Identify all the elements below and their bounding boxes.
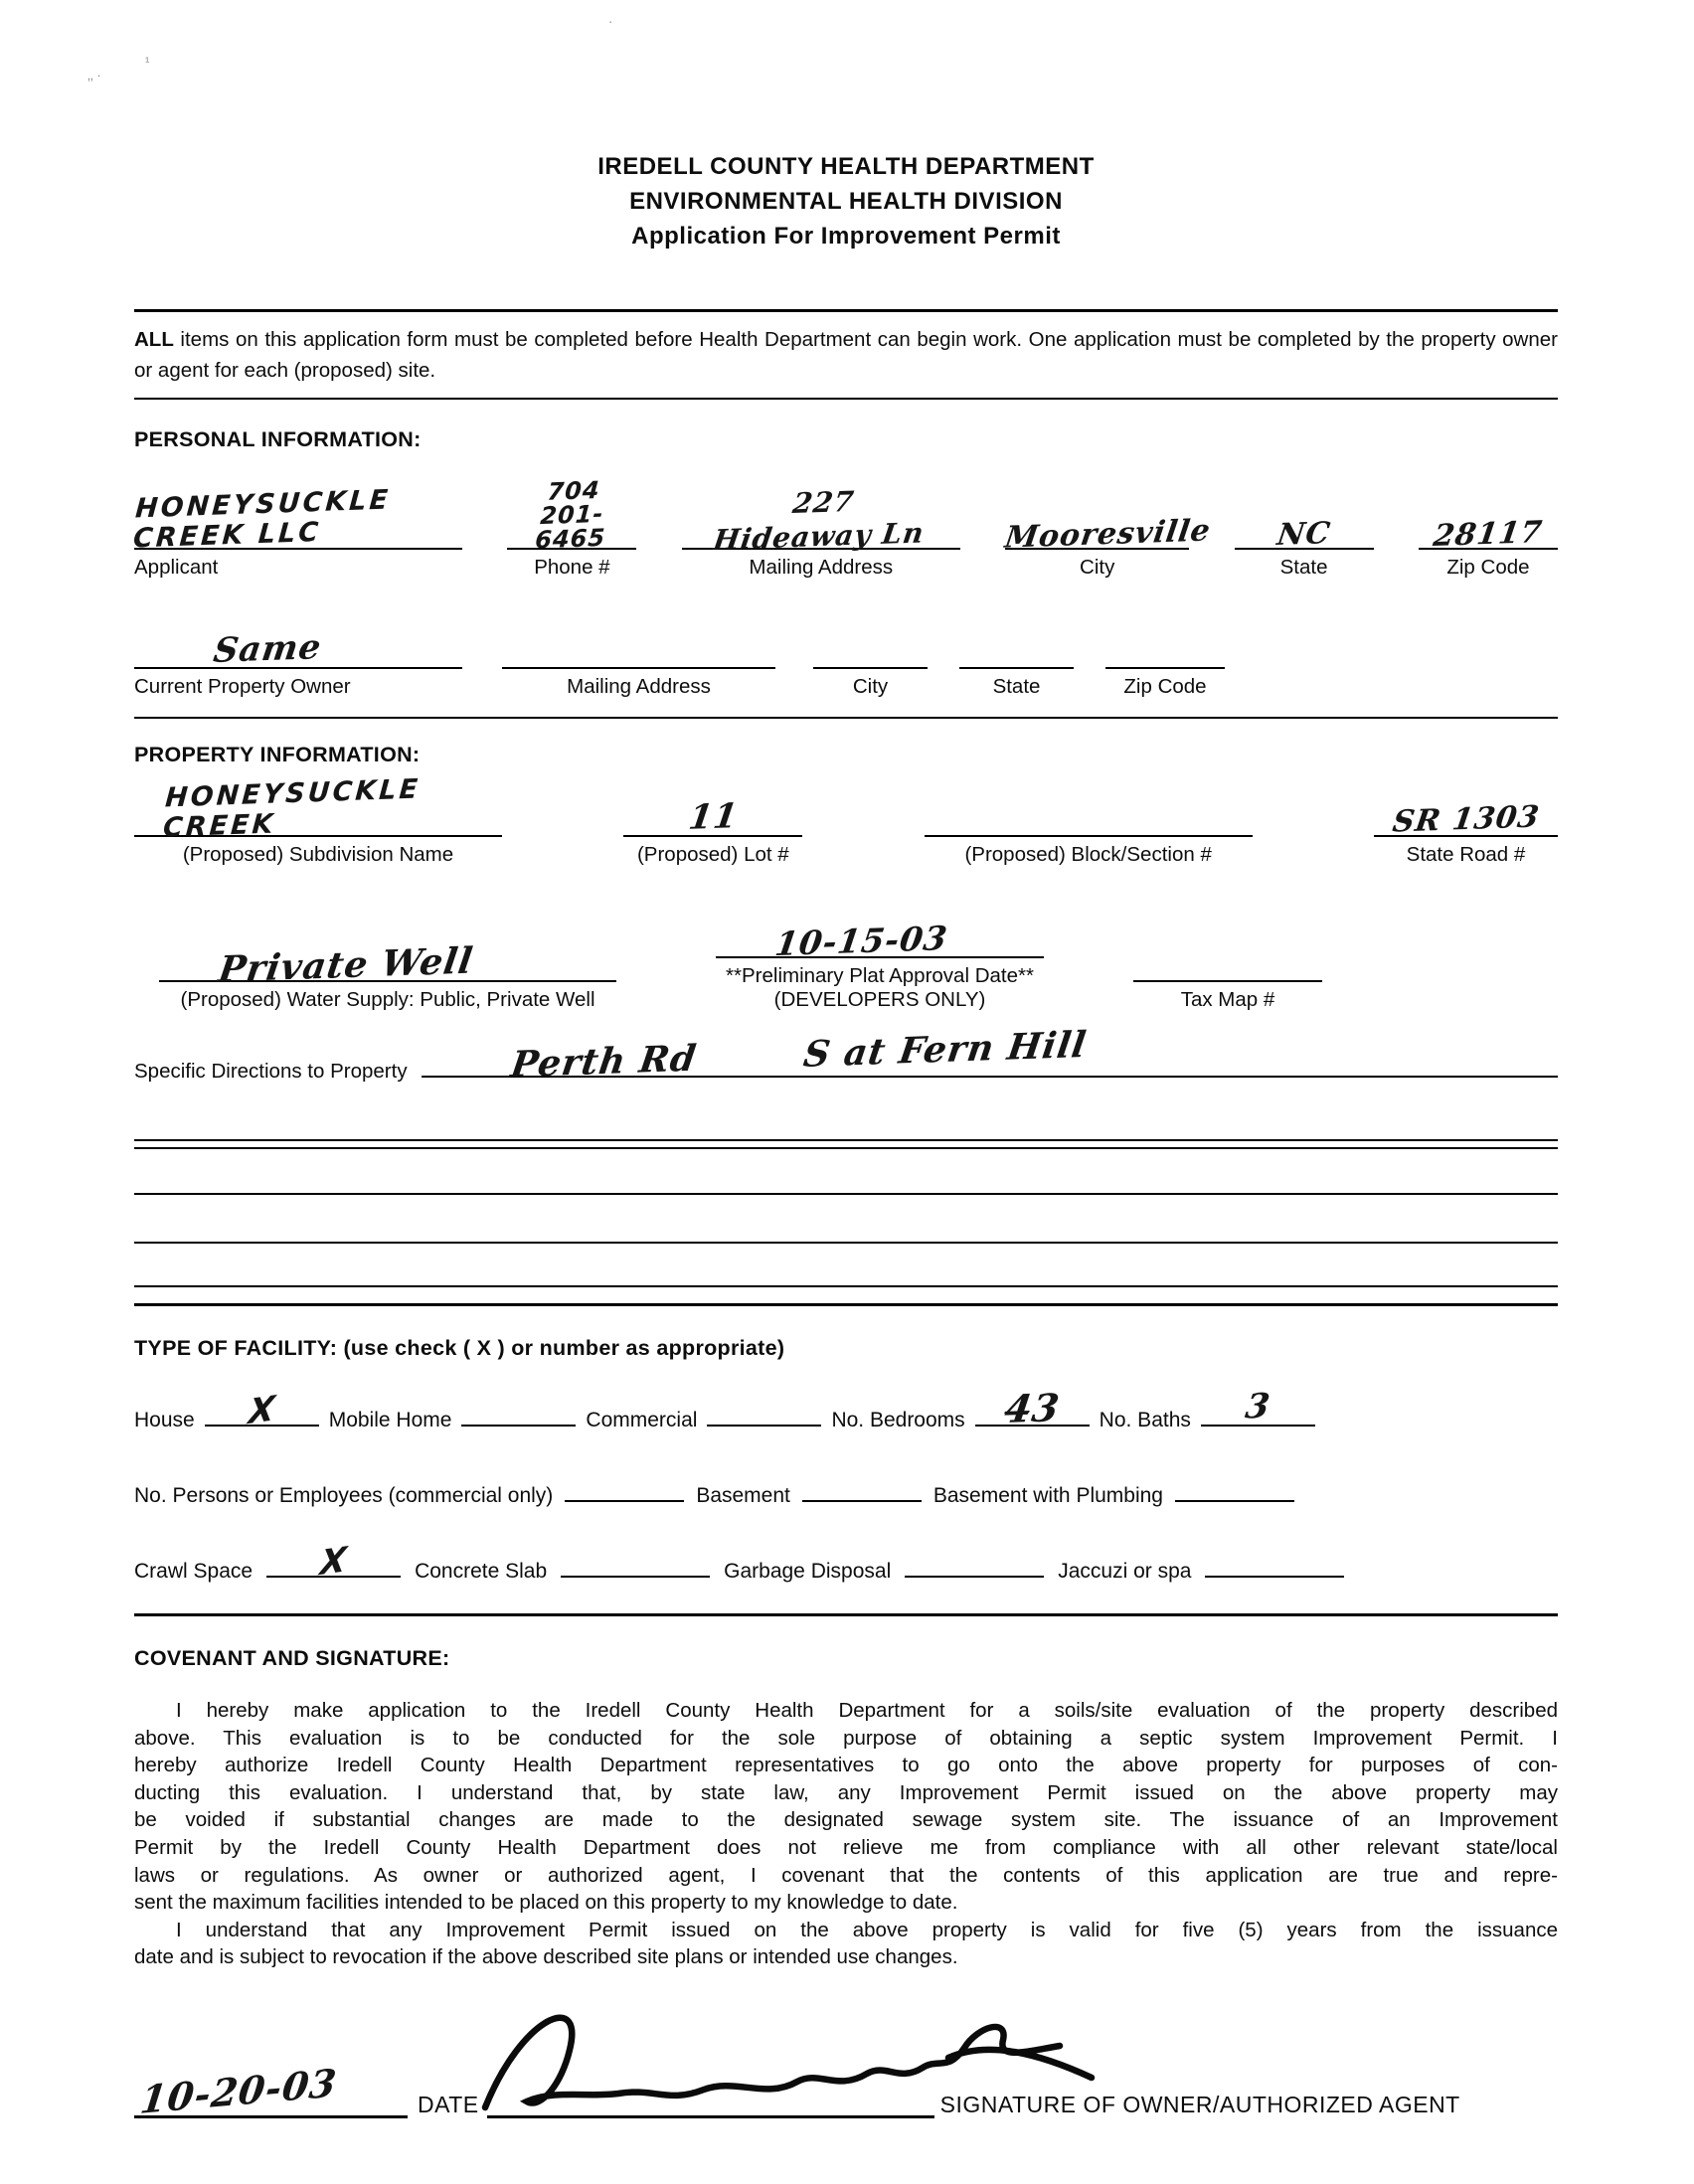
property-info-row — [134, 767, 1558, 867]
covenant-line: I hereby make application to the Iredell County Health Department for a soils/site evaluation of the property described — [176, 1699, 1558, 1722]
covenant-line: sent the maximum facilities intended to be placed on this property to my knowledge to date. — [134, 1891, 958, 1915]
house-check-handwriting: X — [247, 1388, 277, 1433]
owner-label: Current Property Owner — [134, 675, 351, 698]
state-road-handwriting: SR 1303 — [1390, 799, 1542, 840]
date-handwriting: 10-20-03 — [137, 2059, 340, 2122]
state-field — [1235, 502, 1374, 580]
property-info-heading: PROPERTY INFORMATION: — [134, 743, 421, 766]
water-supply-label: (Proposed) Water Supply: Public, Private Well — [180, 988, 595, 1011]
scan-speck: ¹ — [145, 54, 150, 69]
mobile-home-label: Mobile Home — [328, 1409, 452, 1431]
divider — [134, 398, 1558, 400]
scan-speck: · — [608, 14, 613, 29]
bedrooms-handwriting: 4̶3 — [1001, 1384, 1063, 1432]
scanned-form-page — [131, 0, 1558, 2122]
tax-map-field — [1133, 926, 1322, 1012]
lot-handwriting: 11 — [685, 796, 741, 838]
jacuzzi-label: Jaccuzi or spa — [1058, 1560, 1192, 1583]
owner-field — [134, 615, 462, 699]
state-road-label: State Road # — [1406, 843, 1526, 866]
basement-line — [802, 1499, 922, 1502]
owner-zip-label: Zip Code — [1123, 675, 1207, 698]
lot-field — [623, 789, 802, 867]
form-title-line3: Application For Improvement Permit — [631, 223, 1061, 250]
subdivision-field — [134, 763, 502, 867]
covenant-paragraph — [134, 1697, 1558, 1971]
owner-mailing-label: Mailing Address — [567, 675, 711, 698]
block-section-label: (Proposed) Block/Section # — [964, 843, 1212, 866]
owner-state-label: State — [992, 675, 1041, 698]
owner-signature-scribble — [467, 1988, 1103, 2127]
owner-mailing-field — [502, 615, 775, 699]
owner-row — [134, 613, 1558, 699]
city-label: City — [1080, 556, 1115, 579]
garbage-disposal-label: Garbage Disposal — [724, 1560, 892, 1583]
blank-line — [134, 1139, 1558, 1149]
crawl-space-line — [266, 1539, 401, 1585]
signature-line — [487, 2115, 934, 2118]
directions-label: Specific Directions to Property — [134, 1060, 408, 1083]
directions-handwriting: Perth Rd S at Fern Hill — [507, 1023, 1090, 1087]
covenant-line: be voided if substantial changes are made to the designated sewage system site. The issuance of an Improvement — [134, 1808, 1558, 1832]
commercial-line — [707, 1424, 821, 1427]
plat-date-field — [716, 903, 1044, 1012]
tax-map-label: Tax Map # — [1180, 988, 1275, 1011]
facility-row-2 — [134, 1484, 1558, 1508]
lot-label: (Proposed) Lot # — [636, 843, 789, 866]
divider — [134, 1303, 1558, 1306]
plat-date-handwriting: 10-15-03 — [772, 918, 950, 964]
blank-line — [134, 1193, 1558, 1195]
crawl-check-handwriting: X — [318, 1539, 349, 1585]
bedrooms-label: No. Bedrooms — [831, 1409, 965, 1431]
owner-city-label: City — [852, 675, 889, 698]
covenant-line: date and is subject to revocation if the above described site plans or intended use changes. — [134, 1945, 958, 1969]
zip-label: Zip Code — [1446, 556, 1530, 579]
covenant-line: above. This evaluation is to be conducted for the sole purpose of obtaining a septic system Improvement Permit. I — [134, 1726, 1558, 1750]
zip-field — [1419, 502, 1558, 580]
divider — [134, 309, 1558, 312]
subdivision-handwriting: HONEYSUCKLE CREEK — [161, 773, 423, 844]
water-supply-handwriting: Private Well — [216, 939, 476, 991]
intro-paragraph — [134, 324, 1558, 386]
phone-label: Phone # — [534, 556, 610, 579]
mobile-home-line — [461, 1424, 576, 1427]
divider — [134, 1613, 1558, 1616]
block-section-field — [925, 789, 1253, 867]
city-field — [1002, 502, 1214, 580]
owner-state-field — [959, 615, 1074, 699]
signature-agent-label: SIGNATURE OF OWNER/AUTHORIZED AGENT — [939, 2091, 1460, 2117]
owner-city-field — [813, 615, 928, 699]
basement-plumbing-line — [1175, 1499, 1294, 1502]
covenant-line: hereby authorize Iredell County Health Department representatives to go onto the above property for purposes of con- — [134, 1754, 1558, 1777]
intro-text: items on this application form must be completed before Health Department can begin work. One application must be completed by the property owner or agent for each (proposed) site. — [134, 328, 1558, 382]
state-label: State — [1279, 556, 1328, 579]
state-road-field — [1374, 789, 1558, 867]
date-label: DATE — [418, 2091, 479, 2117]
phone-handwriting: 704 201- 6465 — [534, 475, 607, 555]
garbage-disposal-line — [905, 1575, 1044, 1578]
intro-bold: ALL — [134, 328, 174, 351]
persons-label: No. Persons or Employees (commercial only) — [134, 1484, 554, 1507]
commercial-label: Commercial — [586, 1409, 698, 1431]
baths-handwriting: 3 — [1243, 1386, 1273, 1428]
blank-line — [134, 1285, 1558, 1287]
applicant-field — [131, 452, 462, 580]
plat-date-label: **Preliminary Plat Approval Date** (DEVELOPERS ONLY) — [726, 964, 1034, 1011]
zip-handwriting: 28117 — [1431, 514, 1546, 555]
state-handwriting: NC — [1274, 515, 1333, 554]
concrete-slab-label: Concrete Slab — [415, 1560, 548, 1583]
covenant-line: ducting this evaluation. I understand that, by state law, any Improvement Permit issued on the above property may — [134, 1780, 1558, 1804]
jacuzzi-line — [1205, 1575, 1344, 1578]
scan-speck: ‚‚ · — [87, 68, 101, 83]
personal-info-row — [131, 452, 1558, 580]
baths-line — [1201, 1386, 1315, 1428]
covenant-line: Permit by the Iredell County Health Department does not relieve me from compliance with all other relevant state/local — [134, 1835, 1558, 1859]
facility-heading: TYPE OF FACILITY: (use check ( X ) or number as appropriate) — [134, 1336, 785, 1360]
subdivision-label: (Proposed) Subdivision Name — [182, 843, 454, 866]
owner-zip-field — [1105, 615, 1225, 699]
personal-info-heading: PERSONAL INFORMATION: — [134, 427, 422, 451]
signature-strip — [134, 2023, 1558, 2122]
phone-field — [507, 438, 636, 580]
basement-label: Basement — [696, 1484, 790, 1507]
covenant-line: laws or regulations. As owner or authorized agent, I covenant that the contents of this application are true and repre- — [134, 1863, 1558, 1887]
house-line — [205, 1388, 319, 1433]
applicant-handwriting: HONEYSUCKLE CREEK LLC — [131, 484, 393, 555]
form-title — [134, 149, 1558, 253]
water-plat-row — [134, 903, 1558, 1012]
water-supply-field — [159, 926, 616, 1012]
date-line — [134, 2059, 408, 2122]
directions-row — [134, 1023, 1558, 1087]
form-title-line1: IREDELL COUNTY HEALTH DEPARTMENT — [597, 153, 1095, 180]
city-handwriting: Mooresville — [1002, 513, 1214, 556]
mailing-address-label: Mailing Address — [749, 556, 894, 579]
directions-line — [422, 1023, 1558, 1087]
covenant-line: I understand that any Improvement Permit issued on the above property is valid for five (5) years from the issuance — [176, 1918, 1558, 1941]
applicant-label: Applicant — [134, 556, 219, 579]
mailing-address-handwriting: 227 Hideaway Ln — [711, 484, 927, 557]
basement-plumbing-label: Basement with Plumbing — [932, 1484, 1163, 1507]
house-label: House — [134, 1409, 195, 1431]
divider — [134, 717, 1558, 719]
concrete-slab-line — [561, 1575, 710, 1578]
persons-line — [565, 1499, 684, 1502]
facility-row-3 — [134, 1539, 1558, 1585]
bedrooms-line — [975, 1384, 1090, 1432]
facility-row-1 — [134, 1384, 1558, 1433]
form-title-line2: ENVIRONMENTAL HEALTH DIVISION — [629, 188, 1063, 215]
crawl-space-label: Crawl Space — [134, 1560, 254, 1583]
baths-label: No. Baths — [1099, 1409, 1191, 1431]
owner-handwriting: Same — [211, 627, 324, 671]
covenant-heading: COVENANT AND SIGNATURE: — [134, 1646, 450, 1670]
mailing-address-field — [682, 458, 960, 580]
blank-line — [134, 1242, 1558, 1244]
